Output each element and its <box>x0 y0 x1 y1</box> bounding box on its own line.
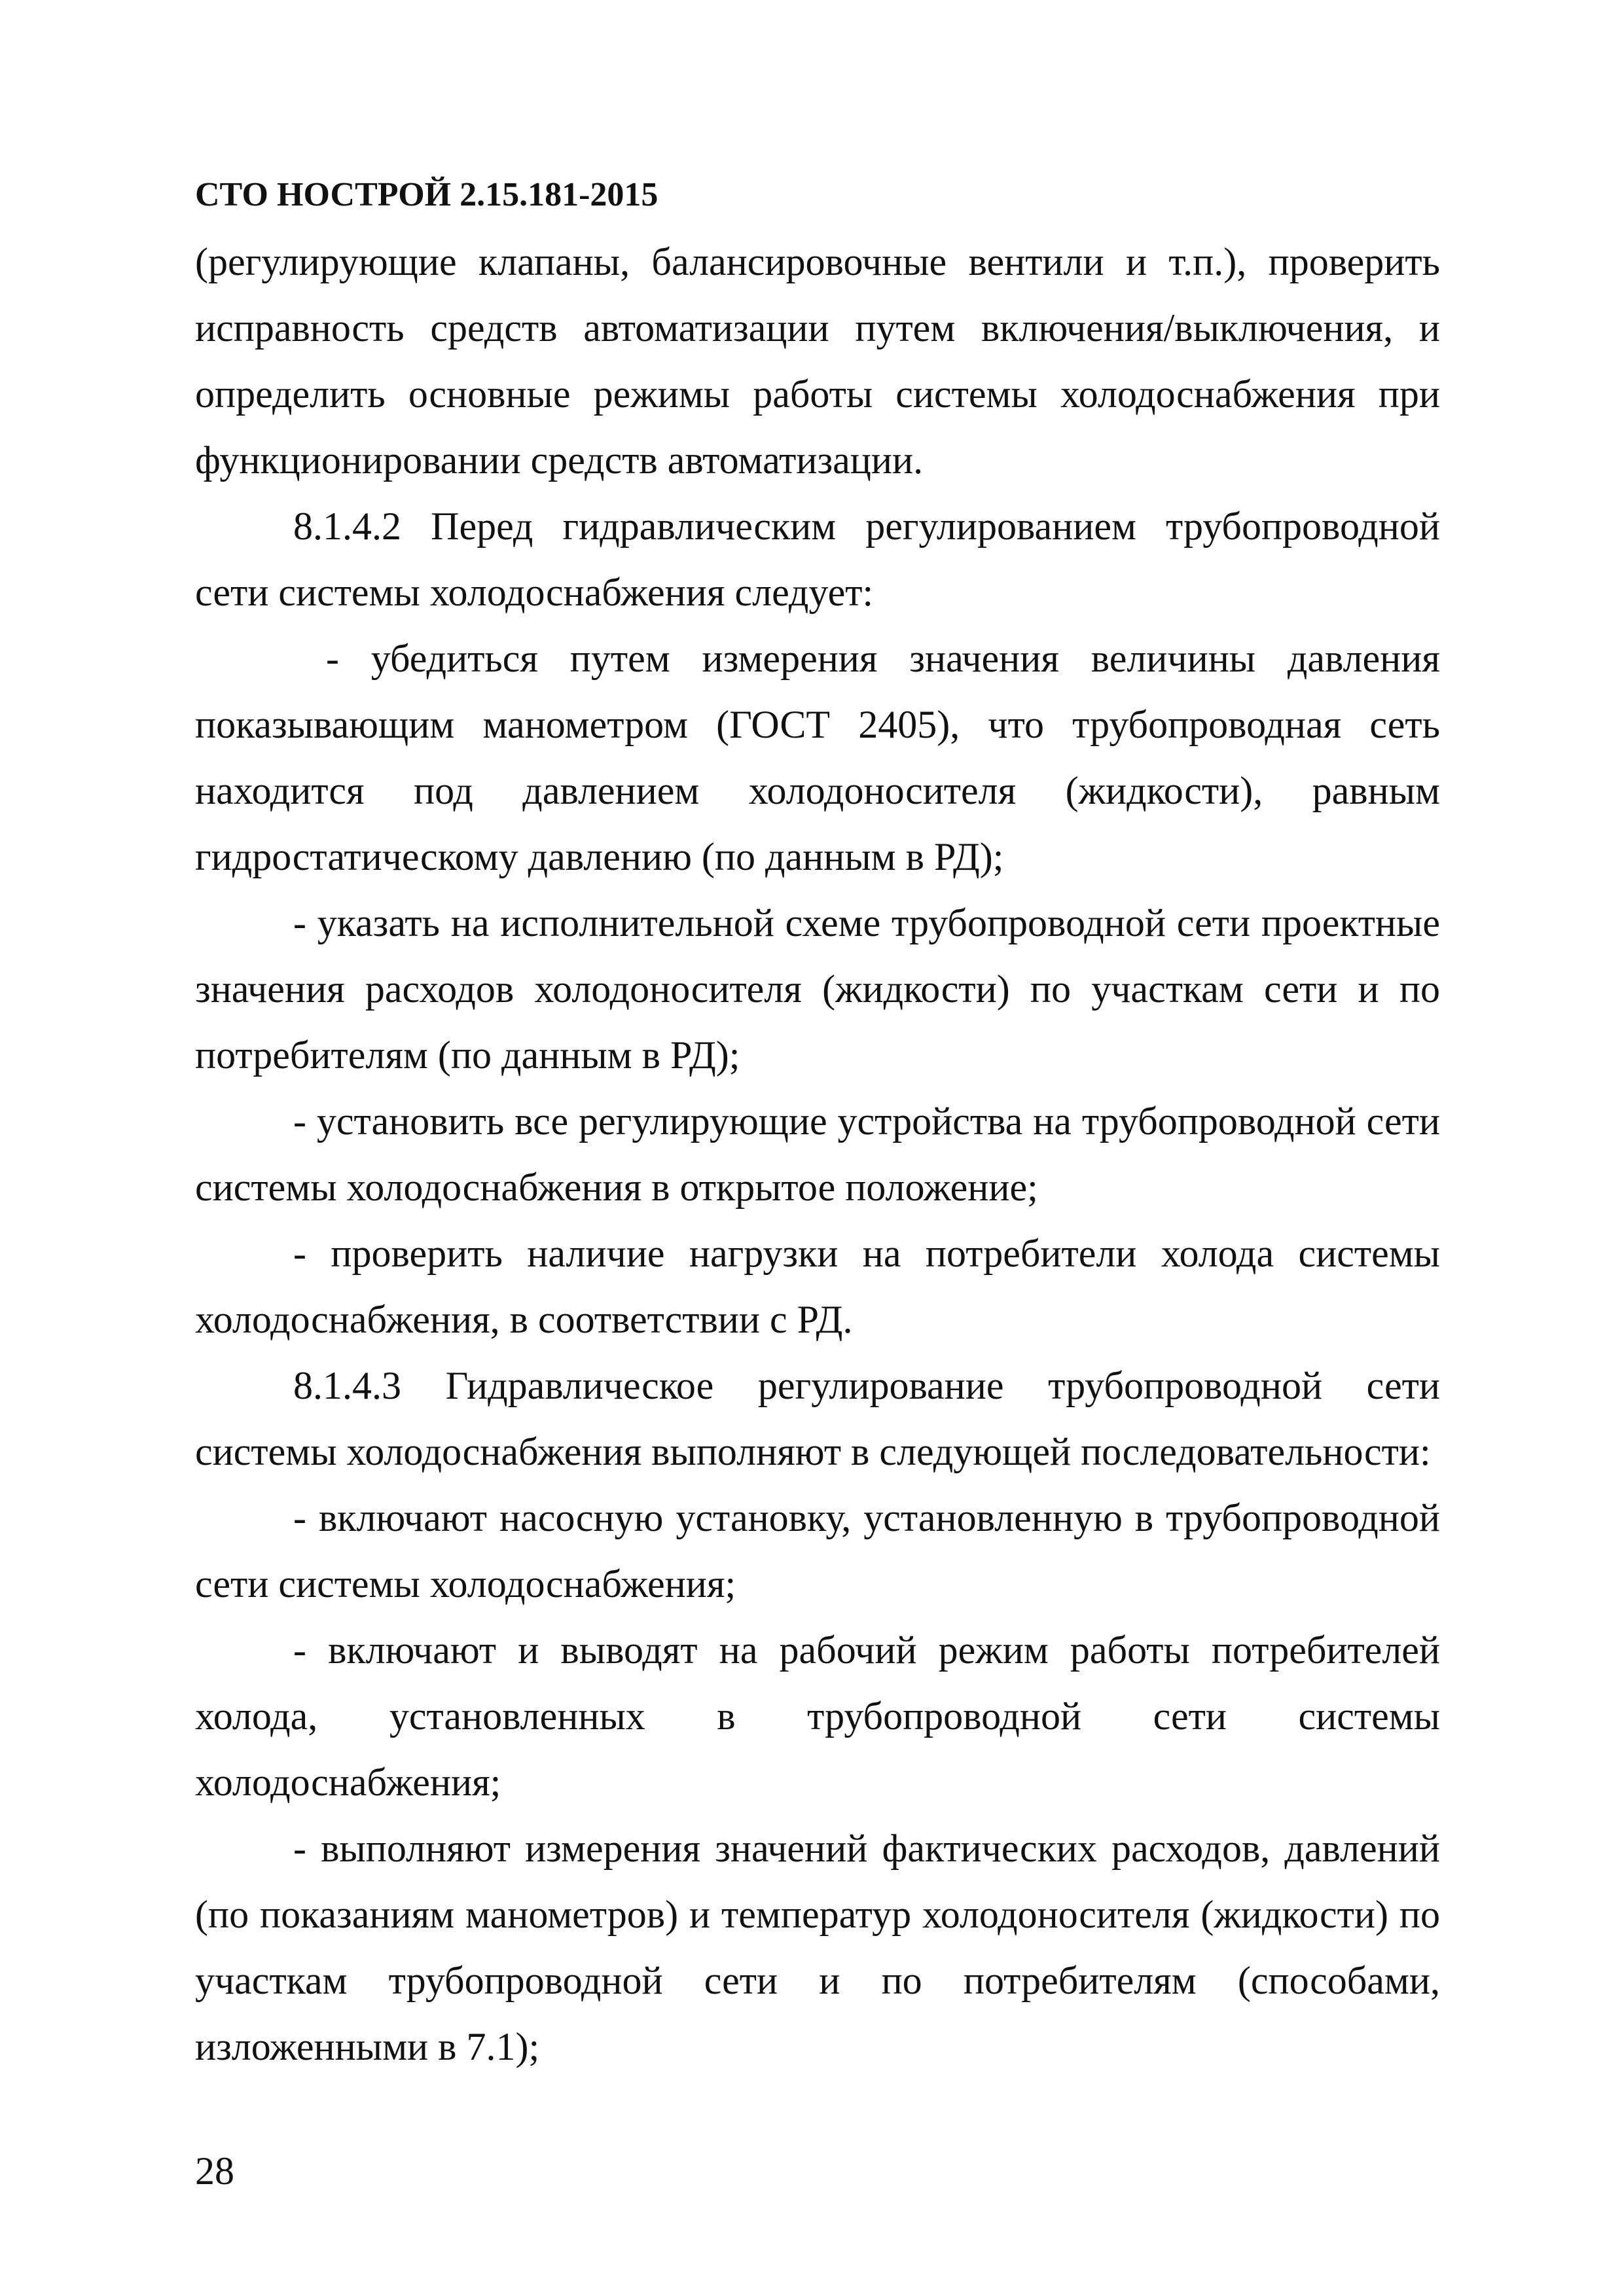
list-item: - включают насосную установку, установленную в трубопроводной сети системы холодоснабжения; <box>195 1496 1440 1605</box>
paragraph-8-1-4-2: 8.1.4.2 Перед гидравлическим регулированием трубопроводной сети системы холодоснабжения следует: <box>195 505 1440 614</box>
list-item: - включают и выводят на рабочий режим работы потребителей холода, установленных в трубопроводной сети системы холодоснабжения; <box>195 1628 1440 1804</box>
paragraph-8-1-4-3: 8.1.4.3 Гидравлическое регулирование трубопроводной сети системы холодоснабжения выполняют в следующей последовательности: <box>195 1364 1440 1473</box>
list-item: - указать на исполнительной схеме трубопроводной сети проектные значения расходов холодоносителя (жидкости) по участкам сети и по потребителям (по данным в РД); <box>195 901 1440 1077</box>
paragraph-continuation: (регулирующие клапаны, балансировочные вентили и т.п.), проверить исправность средств автоматизации путем включения/выключения, и определить основные режимы работы системы холодоснабжения при функционировании средств автоматизации. <box>195 240 1440 482</box>
list-item: - убедиться путем измерения значения величины давления показывающим манометром (ГОСТ 2405), что трубопроводная сеть находится под давлением холодоносителя (жидкости), равным гидростатическому давлению (по данным в РД); <box>195 637 1440 878</box>
page-number: 28 <box>195 2149 234 2193</box>
document-header: СТО НОСТРОЙ 2.15.181-2015 <box>195 176 659 213</box>
document-body <box>195 229 1440 2080</box>
list-item: - установить все регулирующие устройства на трубопроводной сети системы холодоснабжения в открытое положение; <box>195 1100 1440 1209</box>
list-item: - проверить наличие нагрузки на потребители холода системы холодоснабжения, в соответствии с РД. <box>195 1232 1440 1341</box>
list-item: - выполняют измерения значений фактических расходов, давлений (по показаниям манометров) и температур холодоносителя (жидкости) по участкам трубопроводной сети и по потребителям (способами, изложенными в 7.1); <box>195 1827 1440 2068</box>
